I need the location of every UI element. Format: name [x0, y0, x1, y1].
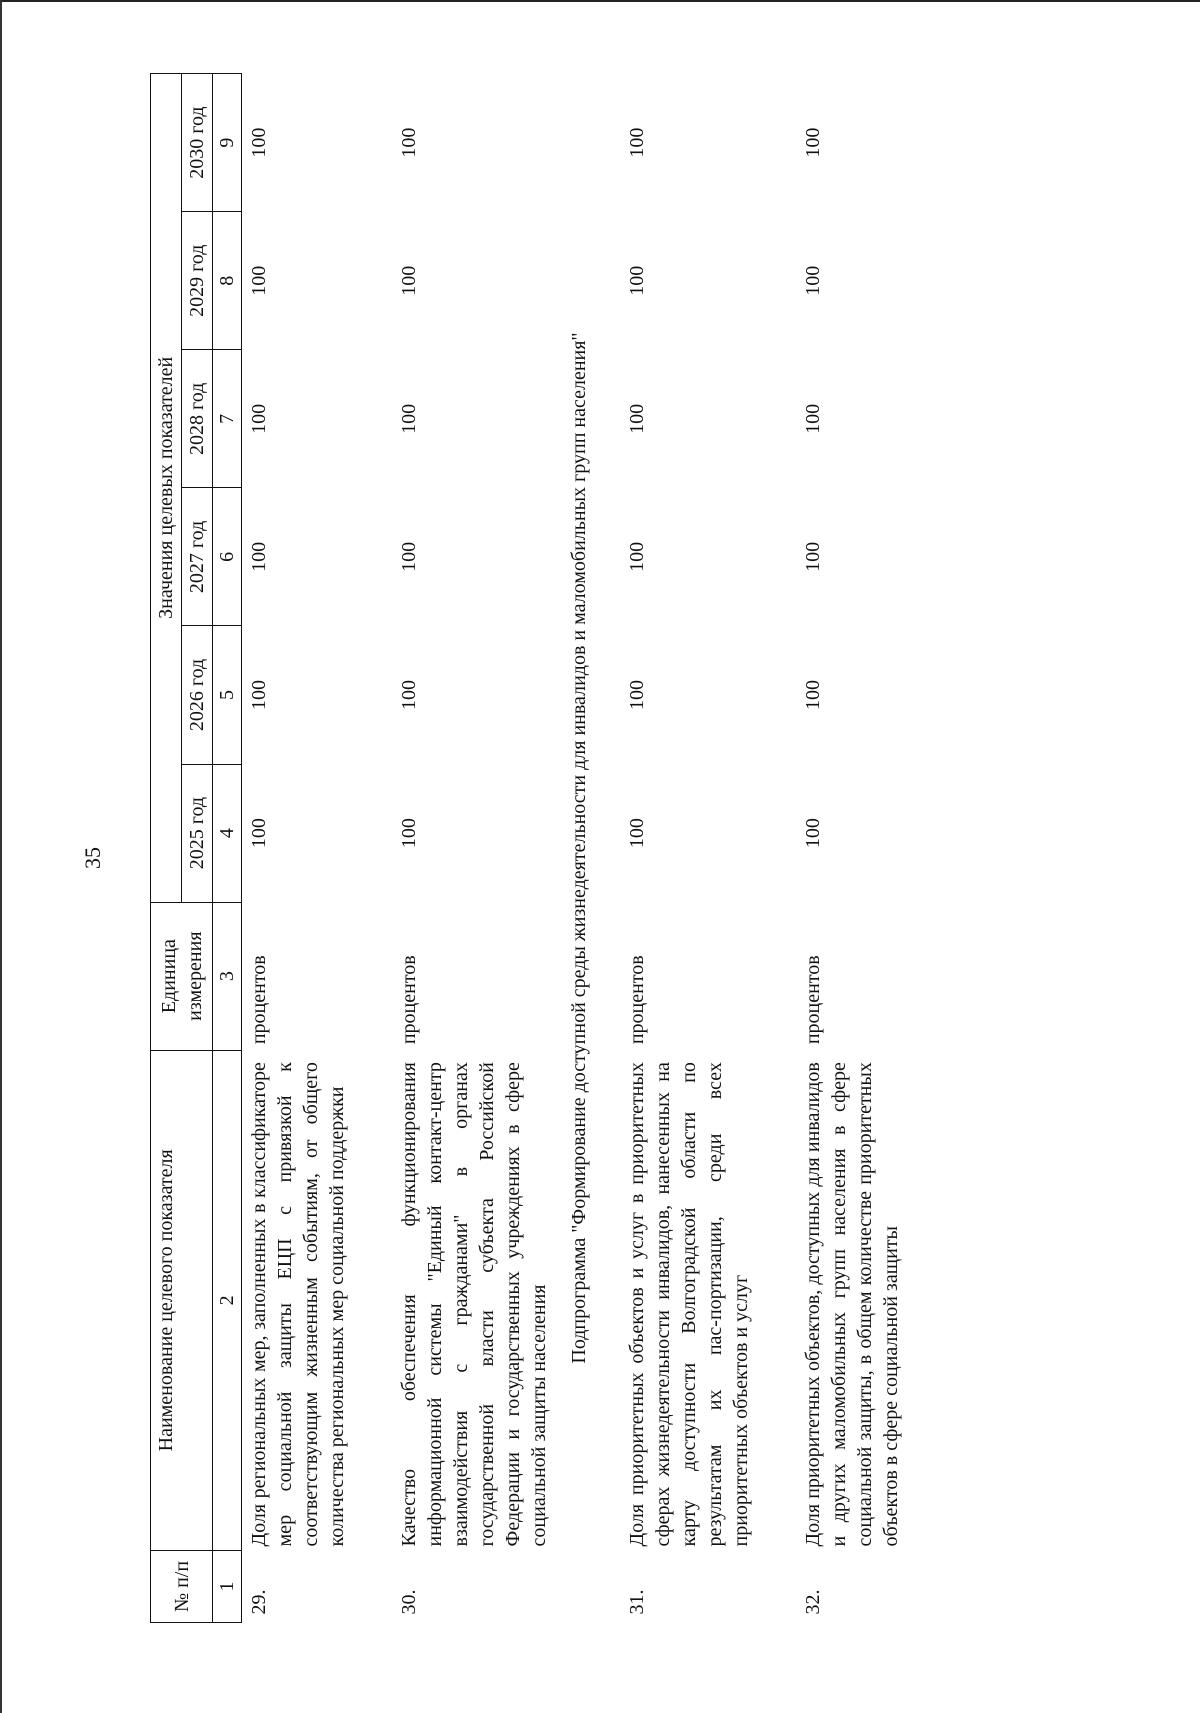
value-cell: 100	[626, 818, 648, 849]
target-indicators-table	[150, 73, 908, 1623]
value-cell: 100	[626, 679, 648, 710]
column-index-row	[213, 74, 242, 1623]
column-index: 3	[213, 902, 242, 1050]
header-year: 2027 год	[182, 488, 213, 626]
value-cell: 100	[626, 265, 648, 296]
row-number: 30.	[398, 1589, 420, 1615]
subprogram-row	[556, 74, 620, 1623]
header-year: 2029 год	[182, 212, 213, 350]
value-cell: 100	[802, 403, 824, 434]
header-num: № п/п	[151, 1550, 213, 1622]
row-spacer	[758, 74, 796, 1623]
value-cell: 100	[626, 403, 648, 434]
table-row	[796, 74, 908, 1623]
value-cell: 100	[398, 265, 420, 296]
value-cell: 100	[248, 403, 270, 434]
header-year: 2028 год	[182, 350, 213, 488]
column-index: 7	[213, 350, 242, 488]
row-spacer	[354, 74, 392, 1623]
value-cell: 100	[398, 127, 420, 158]
value-cell: 100	[626, 541, 648, 572]
value-cell: 100	[626, 127, 648, 158]
indicator-unit: процентов	[398, 955, 420, 1045]
indicator-name: Доля приоритетных объектов, доступных для инвалидов и других маломобильных групп населения в сфере социальной защиты, в общем количестве приоритетных объектов в сфере социальной защиты	[802, 1062, 902, 1547]
column-index: 5	[213, 626, 242, 764]
value-cell: 100	[802, 127, 824, 158]
header-year: 2025 год	[182, 764, 213, 902]
indicator-name: Качество обеспечения функционирования информационной системы "Единый контакт-центр взаимодействия с гражданами" в органах государственной власти субъекта Российской Федерации и государственных учреждениях в сфере социальной защиты населения	[398, 1062, 550, 1547]
value-cell: 100	[802, 541, 824, 572]
indicator-unit: процентов	[248, 955, 270, 1045]
indicator-unit: процентов	[626, 955, 648, 1045]
value-cell: 100	[248, 541, 270, 572]
header-year: 2030 год	[182, 74, 213, 212]
column-index: 2	[213, 1050, 242, 1550]
indicator-unit: процентов	[802, 955, 824, 1045]
page-number: 35	[80, 847, 105, 869]
table-row	[242, 74, 355, 1623]
header-values-group: Значения целевых показателей	[151, 74, 182, 903]
value-cell: 100	[802, 679, 824, 710]
subprogram-title: Подпрограмма "Формирование доступной среды жизнедеятельности для инвалидов и маломобильных групп населения"	[568, 332, 590, 1364]
row-number: 31.	[626, 1589, 648, 1615]
column-index: 9	[213, 74, 242, 212]
column-index: 1	[213, 1550, 242, 1622]
table-row	[620, 74, 758, 1623]
column-index: 4	[213, 764, 242, 902]
header-name: Наименование целевого показателя	[151, 1050, 213, 1550]
value-cell: 100	[248, 127, 270, 158]
column-index: 8	[213, 212, 242, 350]
value-cell: 100	[248, 679, 270, 710]
value-cell: 100	[398, 403, 420, 434]
value-cell: 100	[802, 818, 824, 849]
indicator-name: Доля региональных мер, заполненных в классификаторе мер социальной защиты ЕЦП с привязкой к соответствующим жизненным событиям, от общего количества региональных мер социальной поддержки	[248, 1062, 348, 1547]
value-cell: 100	[398, 679, 420, 710]
row-number: 32.	[802, 1589, 824, 1615]
value-cell: 100	[248, 265, 270, 296]
value-cell: 100	[802, 265, 824, 296]
header-year: 2026 год	[182, 626, 213, 764]
indicator-name: Доля приоритетных объектов и услуг в приоритетных сферах жизнедеятельности инвалидов, нанесенных на карту доступности Волгоградской области по результатам их пас-портизации, среди всех приоритетных объектов и услуг	[626, 1062, 752, 1547]
value-cell: 100	[248, 818, 270, 849]
row-number: 29.	[248, 1589, 270, 1615]
value-cell: 100	[398, 818, 420, 849]
value-cell: 100	[398, 541, 420, 572]
table-row	[392, 74, 556, 1623]
column-index: 6	[213, 488, 242, 626]
header-unit: Единица измерения	[151, 902, 213, 1050]
